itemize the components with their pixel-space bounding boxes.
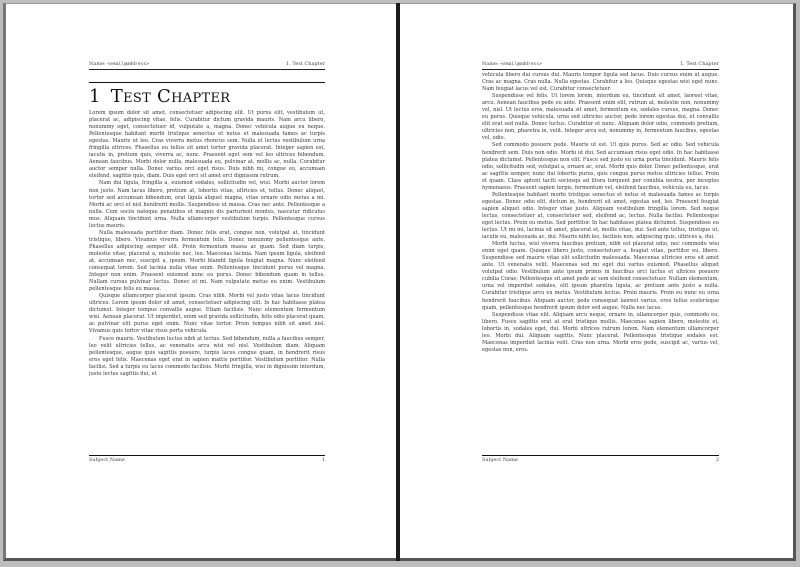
paragraph: Suspendisse vel felis. Ut lorem lorem, interdum eu, tincidunt sit amet, laoreet vitae, arcu. Aenean faucibus pede eu ante. Praesent enim elit, rutrum at, molestie non, nonummy vel, nisl. Ut lectus eros, malesuada sit amet, fermentum eu, sodales cursus, magna. Donec eu purus. Quisque vehicula, urna sed ultricies auctor, pede lorem egestas dui, et convallis elit erat sed nulla. Donec luctus. Curabitur et nunc. Aliquam dolor odio, commodo pretium, ultricies non, pharetra in, velit. Integer arcu est, nonummy in, fermentum faucibus, egestas vel, odio. [482, 93, 719, 142]
paragraph: Lorem ipsum dolor sit amet, consectetuer adipiscing elit. Ut purus elit, vestibulum ut, placerat ac, adipiscing vitae, felis. Curabitur dictum gravida mauris. Nam arcu libero, nonummy eget, consectetuer id, vulputate a, magna. Donec vehicula augue eu neque. Pellentesque habitant morbi tristique senectus et netus et malesuada fames ac turpis egestas. Mauris ut leo. Cras viverra metus rhoncus sem. Nulla et lectus vestibulum urna fringilla ultrices. Phasellus eu tellus sit amet tortor gravida placerat. Integer sapien est, iaculis in, pretium quis, viverra ac, nunc. Praesent eget sem vel leo ultrices bibendum. Aenean faucibus. Morbi dolor nulla, malesuada eu, pulvinar at, mollis ac, nulla. Curabitur auctor semper nulla. Donec varius orci eget risus. Duis nibh mi, congue eu, accumsan eleifend, sagittis quis, diam. Duis eget orci sit amet orci dignissim rutrum. [89, 110, 325, 180]
header-email: <email@address> [500, 62, 542, 67]
page-content [482, 60, 719, 463]
footer-subject: Subject Name [482, 457, 518, 463]
page-number: 1 [321, 457, 325, 463]
paragraph: Pellentesque habitant morbi tristique senectus et netus et malesuada fames ac turpis egestas. Donec odio elit, dictum in, hendrerit sit amet, egestas sed, leo. Praesent feugiat sapien aliquet odio. Integer vitae justo. Aliquam vestibulum fringilla lorem. Sed neque lectus, consectetuer at, consectetuer sed, eleifend ac, lectus. Nulla facilisi. Pellentesque eget lectus. Proin eu metus. Sed porttitor. In hac habitasse platea dictumst. Suspendisse eu lectus. Ut mi mi, lacinia sit amet, placerat et, mollis vitae, dui. Sed ante tellus, tristique ut, iaculis eu, malesuada ac, dui. Mauris nibh leo, facilisis non, adipiscing quis, ultrices a, dui. [482, 191, 719, 241]
chapter-title-text: Test Chapter [110, 86, 231, 107]
paragraph: Nulla malesuada porttitor diam. Donec felis erat, congue non, volutpat at, tincidunt tristique, libero. Vivamus viverra fermentum felis. Donec nonummy pellentesque ante. Phasellus adipiscing semper elit. Proin fermentum massa ac quam. Sed diam turpis, molestie vitae, placerat a, molestie nec, leo. Maecenas lacinia. Nam ipsum ligula, eleifend at, accumsan nec, suscipit a, ipsum. Morbi blandit ligula feugiat magna. Nunc eleifend consequat lorem. Sed lacinia nulla vitae enim. Pellentesque tincidunt purus vel magna. Integer non enim. Praesent euismod nunc eu purus. Donec bibendum quam in tellus. Nullam cursus pulvinar lectus. Donec et mi. Nam vulputate metus eu enim. Vestibulum pellentesque felis eu massa. [89, 229, 325, 293]
paragraph: Sed commodo posuere pede. Mauris ut est. Ut quis purus. Sed ac odio. Sed vehicula hendrerit sem. Duis non odio. Morbi ut dui. Sed accumsan risus eget odio. In hac habitasse platea dictumst. Pellentesque non elit. Fusce sed justo eu urna porta tincidunt. Mauris felis odio, sollicitudin sed, volutpat a, ornare ac, erat. Morbi quis dolor. Donec pellentesque, erat ac sagittis semper, nunc dui lobortis purus, quis congue purus metus ultricies tellus. Proin et quam. Class aptent taciti sociosqu ad litora torquent per conubia nostra, per inceptos hymenaeos. Praesent sapien turpis, fermentum vel, eleifend faucibus, vehicula eu, lacus. [482, 142, 719, 191]
page-content [89, 60, 325, 463]
chapter-title [89, 82, 325, 108]
running-header [89, 60, 325, 70]
header-chapter: 1. Test Chapter [285, 61, 325, 67]
body-text [482, 72, 719, 456]
chapter-number: 1 [89, 86, 101, 107]
header-email: <email@address> [107, 62, 149, 67]
running-header [482, 60, 719, 70]
paragraph: Fusce mauris. Vestibulum luctus nibh at lectus. Sed bibendum, nulla a faucibus semper, leo velit ultricies tellus, ac venenatis arcu wisi vel nisl. Vestibulum diam. Aliquam pellentesque, augue quis sagittis posuere, turpis lacus congue quam, in hendrerit risus eros eget felis. Maecenas eget erat in sapien mattis porttitor. Vestibulum porttitor. Nulla facilisi. Sed a turpis eu lacus commodo facilisis. Morbi fringilla, wisi in dignissim interdum, justo lectus sagittis dui, et [89, 335, 325, 377]
header-author: Name: <email@address> [482, 61, 542, 67]
paragraph: Nam dui ligula, fringilla a, euismod sodales, sollicitudin vel, wisi. Morbi auctor lorem non justo. Nam lacus libero, pretium at, lobortis vitae, ultricies et, tellus. Donec aliquet, tortor sed accumsan bibendum, erat ligula aliquet magna, vitae ornare odio metus a mi. Morbi ac orci et nisl hendrerit mollis. Suspendisse ut massa. Cras nec ante. Pellentesque a nulla. Cum sociis natoque penatibus et magnis dis parturient montes, nascetur ridiculus mus. Aliquam tincidunt urna. Nulla ullamcorper vestibulum turpis. Pellentesque cursus luctus mauris. [89, 180, 325, 229]
header-chapter: 1. Test Chapter [679, 61, 719, 67]
page-1 [3, 3, 397, 561]
footer-subject: Subject Name [89, 457, 125, 463]
header-author: Name: <email@address> [89, 61, 149, 67]
page-2 [400, 3, 796, 561]
paragraph: Morbi luctus, wisi viverra faucibus pretium, nibh est placerat odio, nec commodo wisi enim eget quam. Quisque libero justo, consectetuer a, feugiat vitae, porttitor eu, libero. Suspendisse sed mauris vitae elit sollicitudin malesuada. Maecenas ultricies eros sit amet ante. Ut venenatis velit. Maecenas sed mi eget dui varius euismod. Phasellus aliquet volutpat odio. Vestibulum ante ipsum primis in faucibus orci luctus et ultrices posuere cubilia Curae; Pellentesque sit amet pede ac sem eleifend consectetuer. Nullam elementum, urna vel imperdiet sodales, elit ipsum pharetra ligula, ac pretium ante justo a nulla. Curabitur tristique arcu eu metus. Vestibulum lectus. Proin mauris. Proin eu nunc eu urna hendrerit faucibus. Aliquam auctor, pede consequat laoreet varius, eros tellus scelerisque quam, pellentesque hendrerit ipsum dolor sed augue. Nulla nec lacus. [482, 241, 719, 311]
paragraph: Suspendisse vitae elit. Aliquam arcu neque, ornare in, ullamcorper quis, commodo eu, libero. Fusce sagittis erat at erat tristique mollis. Maecenas sapien libero, molestie et, lobortis in, sodales eget, dui. Morbi ultrices rutrum lorem. Nam elementum ullamcorper leo. Morbi dui. Aliquam sagittis. Nunc placerat. Pellentesque tristique sodales est. Maecenas imperdiet lacinia velit. Cras non urna. Morbi eros pede, suscipit ac, varius vel, egestas non, eros. [482, 311, 719, 353]
body-text [89, 110, 325, 442]
page-number: 2 [715, 457, 719, 463]
running-footer [89, 455, 325, 465]
paragraph: vehicula libero dui cursus dui. Mauris tempor ligula sed lacus. Duis cursus enim ut augue. Cras ac magna. Cras nulla. Nulla egestas. Curabitur a leo. Quisque egestas wisi eget nunc. Nam feugiat lacus vel est. Curabitur consectetuer. [482, 72, 719, 93]
running-footer [482, 455, 719, 465]
paragraph: Quisque ullamcorper placerat ipsum. Cras nibh. Morbi vel justo vitae lacus tincidunt ultrices. Lorem ipsum dolor sit amet, consectetuer adipiscing elit. In hac habitasse platea dictumst. Integer tempus convallis augue. Etiam facilisis. Nunc elementum fermentum wisi. Aenean placerat. Ut imperdiet, enim sed gravida sollicitudin, felis odio placerat quam, ac pulvinar elit purus eget enim. Nunc vitae tortor. Proin tempus nibh sit amet nisl. Vivamus quis tortor vitae risus porta vehicula. [89, 293, 325, 335]
